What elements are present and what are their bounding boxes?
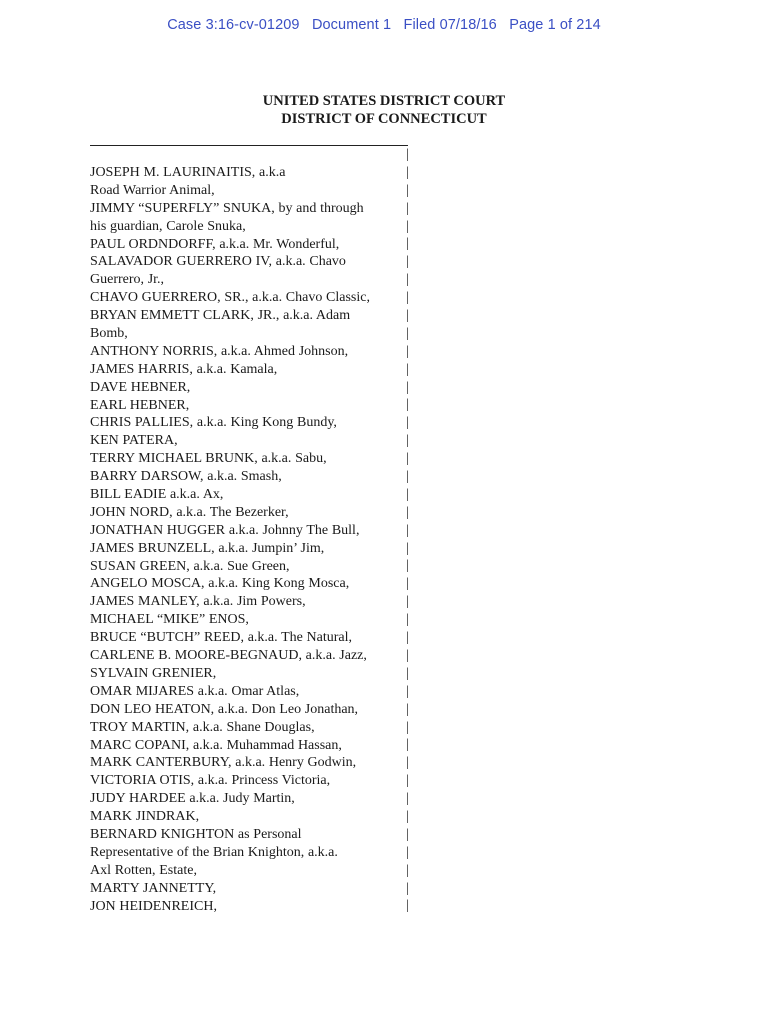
party-line: JIMMY “SUPERFLY” SNUKA, by and through (90, 200, 364, 216)
caption-bar-segment: | (406, 630, 409, 646)
caption-bar-segment: | (406, 701, 409, 717)
party-line: Representative of the Brian Knighton, a.k.a. (90, 844, 338, 860)
party-line: MARK JINDRAK, (90, 809, 200, 825)
party-line: Bomb, (90, 326, 128, 342)
caption-bar-segment: | (406, 451, 409, 467)
party-line: VICTORIA OTIS, a.k.a. Princess Victoria, (90, 773, 331, 789)
party-line: TERRY MICHAEL BRUNK, a.k.a. Sabu, (90, 451, 327, 467)
caption-bar-segment: | (406, 755, 409, 771)
caption-bar-segment: | (406, 880, 409, 896)
caption-top-rule (90, 145, 408, 146)
caption-bar-segment: | (406, 594, 409, 610)
party-line: SUSAN GREEN, a.k.a. Sue Green, (90, 558, 290, 574)
case-header-stamp: Case 3:16-cv-01209 Document 1 Filed 07/18/16 Page 1 of 214 (167, 17, 601, 33)
caption-bar-segment: | (406, 469, 409, 485)
caption-bar-segment: | (406, 361, 409, 377)
party-line: DON LEO HEATON, a.k.a. Don Leo Jonathan, (90, 701, 359, 717)
party-line: MICHAEL “MIKE” ENOS, (90, 612, 249, 628)
party-line: KEN PATERA, (90, 433, 178, 449)
party-line: BARRY DARSOW, a.k.a. Smash, (90, 469, 282, 485)
party-line: CHRIS PALLIES, a.k.a. King Kong Bundy, (90, 415, 337, 431)
caption-bar-segment: | (406, 558, 409, 574)
court-title (0, 93, 768, 128)
party-line: TROY MARTIN, a.k.a. Shane Douglas, (90, 719, 315, 735)
party-line: JAMES MANLEY, a.k.a. Jim Powers, (90, 594, 306, 610)
caption-bar-segment: | (406, 379, 409, 395)
caption-vertical-bar (406, 146, 414, 915)
party-line: his guardian, Carole Snuka, (90, 218, 246, 234)
party-line: MARTY JANNETTY, (90, 880, 217, 896)
party-line: MARK CANTERBURY, a.k.a. Henry Godwin, (90, 755, 357, 771)
caption-bar-segment: | (406, 343, 409, 359)
caption-bar-segment: | (406, 433, 409, 449)
party-line: MARC COPANI, a.k.a. Muhammad Hassan, (90, 737, 342, 753)
caption-bar-segment: | (406, 504, 409, 520)
caption-bar-segment: | (406, 182, 409, 198)
caption-bar-segment: | (406, 719, 409, 735)
caption-bar-segment: | (406, 415, 409, 431)
party-line: JAMES HARRIS, a.k.a. Kamala, (90, 361, 278, 377)
caption-bar-segment: | (406, 826, 409, 842)
caption-bar-segment: | (406, 683, 409, 699)
caption-bar-segment: | (406, 200, 409, 216)
caption-bar-segment: | (406, 737, 409, 753)
caption-bar-segment: | (406, 290, 409, 306)
party-line: JOSEPH M. LAURINAITIS, a.k.a (90, 165, 286, 180)
party-line: BRUCE “BUTCH” REED, a.k.a. The Natural, (90, 630, 353, 646)
court-district: DISTRICT OF CONNECTICUT (281, 110, 487, 127)
party-line: JAMES BRUNZELL, a.k.a. Jumpin’ Jim, (90, 540, 325, 556)
party-line: BRYAN EMMETT CLARK, JR., a.k.a. Adam (90, 308, 351, 324)
party-line: JUDY HARDEE a.k.a. Judy Martin, (90, 791, 295, 807)
party-line: ANGELO MOSCA, a.k.a. King Kong Mosca, (90, 576, 350, 592)
caption-bar-segment: | (406, 147, 409, 162)
caption-bar-segment: | (406, 898, 409, 914)
party-list (90, 164, 400, 915)
caption-bar-segment: | (406, 218, 409, 234)
caption-bar-segment: | (406, 272, 409, 288)
party-line: Guerrero, Jr., (90, 272, 165, 288)
caption-bar-segment: | (406, 773, 409, 789)
caption-bar-segment: | (406, 325, 409, 341)
party-line: JON HEIDENREICH, (90, 898, 217, 914)
party-line: BILL EADIE a.k.a. Ax, (90, 487, 224, 503)
caption-bar-segment: | (406, 164, 409, 180)
caption-bar-segment: | (406, 576, 409, 592)
caption-bar-segment: | (406, 397, 409, 413)
party-line: JOHN NORD, a.k.a. The Bezerker, (90, 504, 289, 520)
caption-bar-segment: | (406, 862, 409, 878)
caption-bar-segment: | (406, 236, 409, 252)
party-line: DAVE HEBNER, (90, 379, 191, 395)
caption-bar-segment: | (406, 486, 409, 502)
party-line: ANTHONY NORRIS, a.k.a. Ahmed Johnson, (90, 343, 349, 359)
caption-bar-segment: | (406, 308, 409, 324)
party-line: CHAVO GUERRERO, SR., a.k.a. Chavo Classic, (90, 290, 370, 306)
caption-bar-segment: | (406, 522, 409, 538)
caption-bar-segment: | (406, 844, 409, 860)
party-line: OMAR MIJARES a.k.a. Omar Atlas, (90, 683, 300, 699)
court-name: UNITED STATES DISTRICT COURT (262, 93, 506, 109)
caption-bar-segment: | (406, 540, 409, 556)
party-line: BERNARD KNIGHTON as Personal (90, 826, 302, 842)
caption-bar-segment: | (406, 808, 409, 824)
party-line: SALAVADOR GUERRERO IV, a.k.a. Chavo (90, 254, 346, 270)
party-line: EARL HEBNER, (90, 397, 190, 413)
caption-bar-segment: | (406, 647, 409, 663)
caption-bar-segment: | (406, 254, 409, 270)
party-line: Axl Rotten, Estate, (90, 862, 197, 878)
party-line: PAUL ORDNDORFF, a.k.a. Mr. Wonderful, (90, 236, 340, 252)
party-line: JONATHAN HUGGER a.k.a. Johnny The Bull, (90, 522, 360, 538)
caption-bar-segment: | (406, 791, 409, 807)
party-line: CARLENE B. MOORE-BEGNAUD, a.k.a. Jazz, (90, 648, 367, 664)
caption-bar-segment: | (406, 665, 409, 681)
caption-bar-segment: | (406, 612, 409, 628)
party-line: Road Warrior Animal, (90, 182, 215, 198)
party-line: SYLVAIN GRENIER, (90, 665, 217, 681)
